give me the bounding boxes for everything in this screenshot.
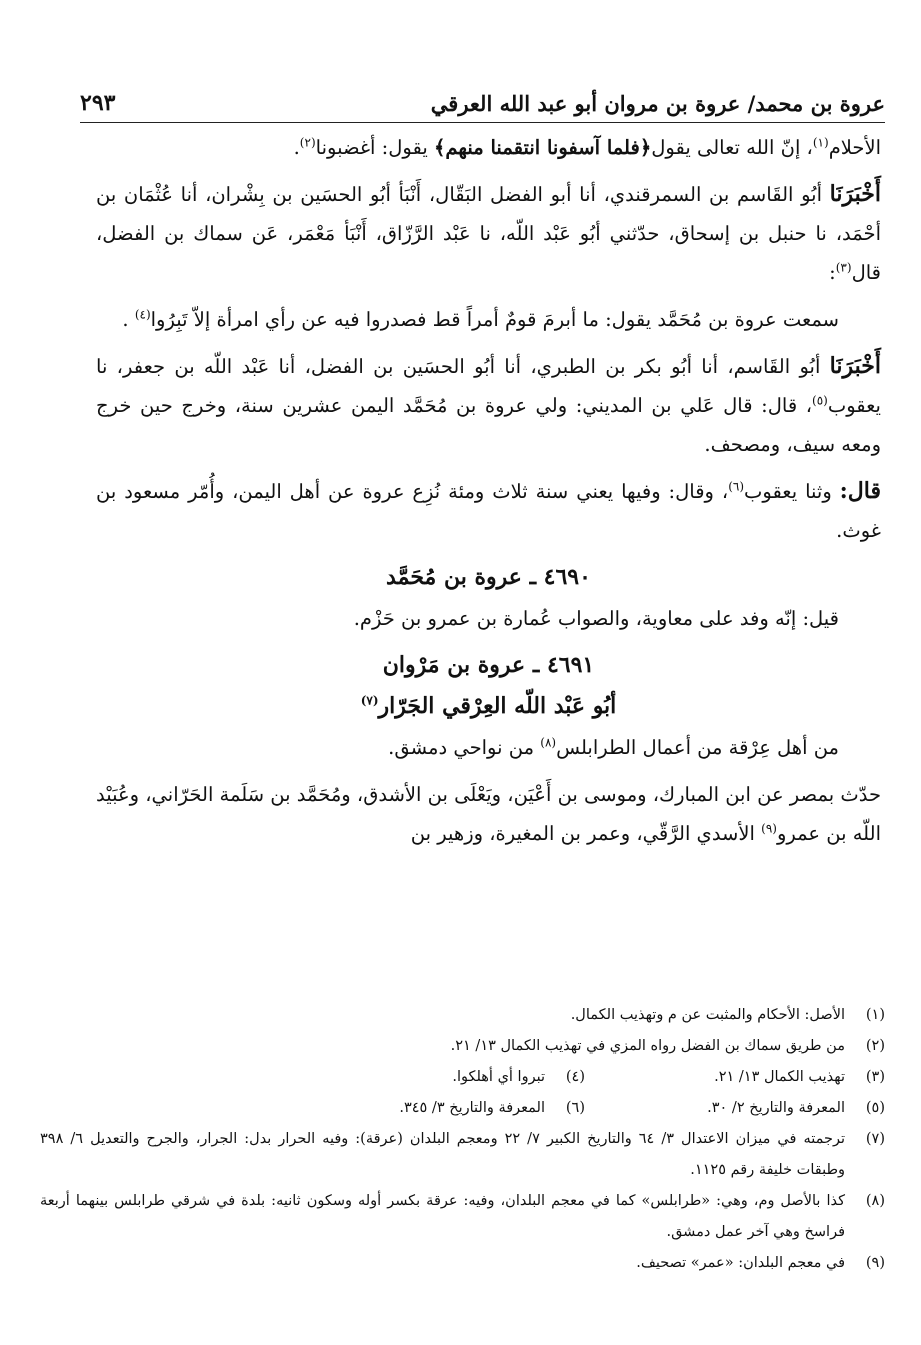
- footnote-ref-4: (٤): [134, 307, 151, 322]
- paragraph-5: [96, 472, 881, 550]
- p4-rest: ، قال: قال عَلي بن المديني: ولي عروة بن مُحَمَّد اليمن عشرين سنة، وخرج حين خرج ومعه سيف، ومصحف.: [96, 394, 881, 456]
- entry-4691-narrators: [96, 775, 881, 853]
- footnote-text: ترجمته في ميزان الاعتدال ٣/ ٦٤ والتاريخ الكبير ٧/ ٢٢ ومعجم البلدان (عرقة): وفيه الحرار بدل: الجرار، والجرح والتعديل ٦/ ٣٩٨ وطبقات خليفة رقم ١١٢٥.: [40, 1131, 845, 1178]
- entry-4690-text: قيل: إنّه وفد على معاوية، والصواب عُمارة بن عمرو بن حَزْم.: [353, 607, 839, 630]
- running-header: [80, 82, 885, 123]
- footnote-1: [40, 1000, 885, 1031]
- header-title: عروة بن محمد/ عروة بن مروان أبو عبد الله العرقي: [430, 91, 885, 116]
- footnote-text: كذا بالأصل وم، وهي: «طرابلس» كما في معجم البلدان، وفيه: عرقة بكسر أوله وسكون ثانيه: بلدة في شرقي طرابلس بينهما أربعة فراسخ وهي آخر عمل دمشق.: [40, 1193, 845, 1240]
- footnote-ref-7: (٧): [360, 693, 379, 708]
- p1-text-post: يقول: أغضبونا: [315, 136, 434, 159]
- origin-text: من أهل عِرْقة من أعمال الطرابلس: [556, 736, 839, 759]
- paragraph-1: [96, 128, 881, 167]
- footnote-6: [399, 1093, 585, 1124]
- paragraph-4: [96, 347, 881, 464]
- footnote-text: المعرفة والتاريخ ٢/ ٣٠.: [707, 1100, 845, 1116]
- entry-4691-subtitle: [96, 687, 881, 726]
- footnote-ref-3: (٣): [835, 260, 852, 275]
- akhbarana-lead: أَخْبَرَنَا: [829, 181, 881, 207]
- footnote-text: من طريق سماك بن الفضل رواه المزي في تهذيب الكمال ١٣/ ٢١.: [450, 1038, 845, 1054]
- p5-text: وثنا يعقوب: [744, 480, 840, 503]
- paragraph-3: [96, 300, 881, 339]
- footnote-9: [40, 1248, 885, 1279]
- p1-text: الأحلام: [828, 136, 881, 159]
- narrators-text-post: الأسدي الرَّقّي، وعمر بن المغيرة، وزهير بن: [410, 822, 762, 845]
- footnote-number: (٤): [565, 1069, 585, 1085]
- p5-rest: ، وقال: وفيها يعني سنة ثلاث ومئة نُزِع عروة عن أهل اليمن، وأُمّر مسعود بن غوث.: [96, 480, 881, 542]
- footnote-7: [40, 1124, 885, 1186]
- footnote-number: (٣): [865, 1069, 885, 1085]
- footnote-text: الأصل: الأحكام والمثبت عن م وتهذيب الكمال.: [570, 1007, 845, 1023]
- footnote-ref-9: (٩): [761, 821, 777, 836]
- footnote-text: تبروا أي أهلكوا.: [452, 1069, 545, 1085]
- origin-text-post: من نواحي دمشق.: [388, 736, 541, 759]
- footnotes: [40, 1000, 885, 1279]
- footnote-number: (٨): [865, 1193, 885, 1209]
- paragraph-2: [96, 175, 881, 292]
- footnote-text: المعرفة والتاريخ ٣/ ٣٤٥.: [399, 1100, 545, 1116]
- qala-lead: قال:: [839, 478, 881, 504]
- entry-4691-kunya: أبُو عَبْد اللّه العِرْقي الجَرّار: [378, 693, 617, 719]
- footnote-5: [585, 1093, 885, 1124]
- footnote-ref-6: (٦): [728, 479, 745, 494]
- footnote-ref-8: (٨): [540, 735, 557, 750]
- footnote-8: [40, 1186, 885, 1248]
- p3-text: سمعت عروة بن مُحَمَّد يقول: ما أبرمَ قومٌ أمراً قط فصدروا فيه عن رأي امرأة إلاّ تَبِرُوا: [150, 308, 839, 331]
- footnote-number: (٦): [565, 1100, 585, 1116]
- p2-text: أبُو القَاسم بن السمرقندي، أنا أبو الفضل البَقّال، أَنْبَأ أبُو الحسَين بن بِشْران، أنا عُثْمَان بن أحْمَد، نا حنبل بن إسحاق، حدّثني أبُو عَبْد اللّه، نا عَبْد الرَّزّاق، أَنْبَأ مَعْمَر، عَن سماك بن الفضل، قال: [96, 183, 881, 284]
- p3-end: .: [122, 308, 135, 331]
- entry-4691-title: ٤٦٩١ ـ عروة بن مَرْوان: [382, 652, 595, 678]
- footnote-text: تهذيب الكمال ١٣/ ٢١.: [714, 1069, 845, 1085]
- narrators-text: حدّث بمصر عن ابن المبارك، وموسى بن أَعْيَن، ويَعْلَى بن الأشدق، ومُحَمَّد بن سَلَمة الحَرّاني، وعُبَيْد اللّه بن عمرو: [96, 783, 881, 845]
- entry-4690-title: ٤٦٩٠ ـ عروة بن مُحَمَّد: [386, 564, 591, 590]
- footnote-5-6: [40, 1093, 885, 1124]
- footnote-number: (٧): [865, 1131, 885, 1147]
- p2-end: :: [829, 261, 836, 284]
- footnote-ref-1: (١): [812, 135, 829, 150]
- page-number: ٢٩٣: [80, 90, 116, 116]
- footnote-3-4: [40, 1062, 885, 1093]
- main-text: [96, 128, 881, 853]
- akhbarana-lead: أَخْبَرَنَا: [829, 353, 881, 379]
- footnote-3: [585, 1062, 885, 1093]
- footnote-number: (٢): [865, 1038, 885, 1054]
- footnote-2: [40, 1031, 885, 1062]
- quran-quote: ﴿فلما آسفونا انتقمنا منهم﴾: [433, 136, 652, 159]
- footnote-ref-5: (٥): [812, 393, 828, 408]
- p4-text: أبُو القَاسم، أنا أبُو بكر بن الطبري، أنا أبُو الحسَين بن الفضل، أنا عَبْد اللّه بن جعفر، نا يعقوب: [96, 355, 881, 417]
- footnote-4: [452, 1062, 585, 1093]
- footnote-number: (١): [865, 1007, 885, 1023]
- entry-4691-origin: [96, 728, 881, 767]
- footnote-number: (٥): [865, 1100, 885, 1116]
- footnote-number: (٩): [865, 1255, 885, 1271]
- p1-end: .: [293, 136, 300, 159]
- p1-text-mid: ، إنّ الله تعالى يقول: [651, 136, 813, 159]
- footnote-text: في معجم البلدان: «عمر» تصحيف.: [636, 1255, 845, 1271]
- footnote-ref-2: (٢): [299, 135, 316, 150]
